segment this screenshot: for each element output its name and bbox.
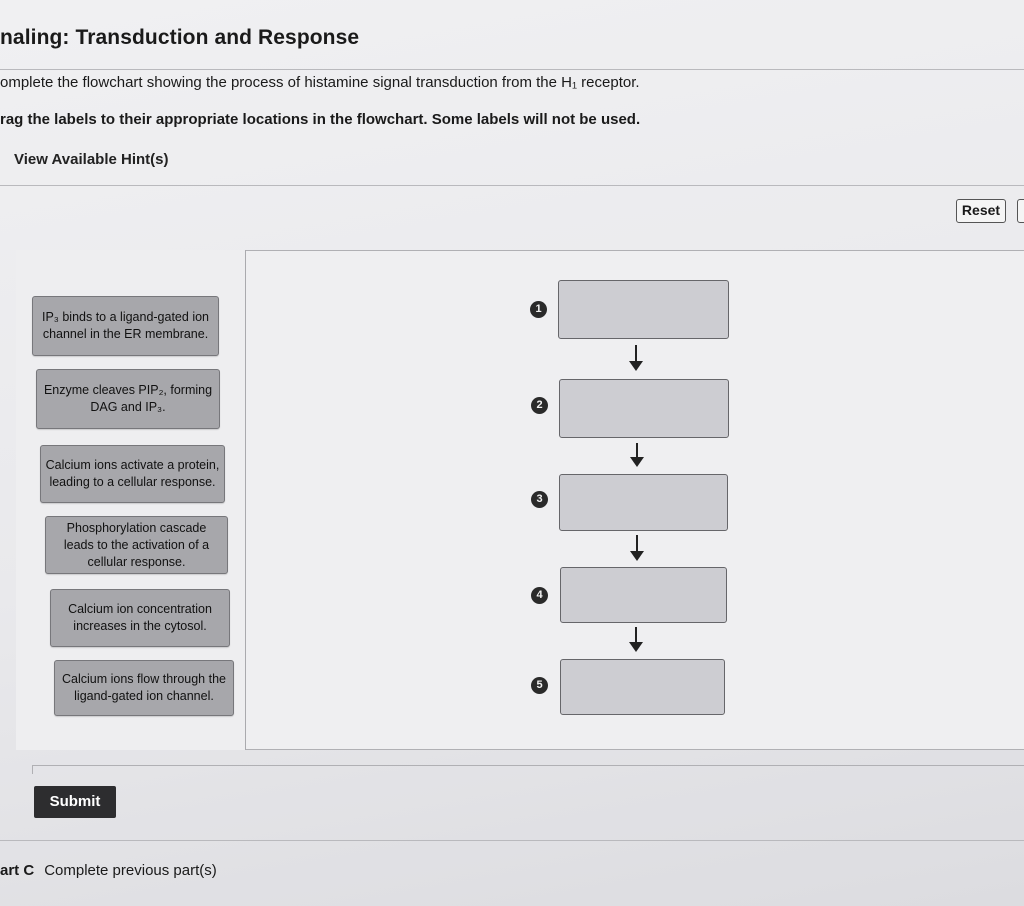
step-number-1: 1: [530, 301, 547, 318]
step-number-2: 2: [531, 397, 548, 414]
drag-label-text: Calcium ion concentration increases in the cytosol.: [68, 602, 212, 633]
drag-label[interactable]: [32, 296, 219, 356]
part-divider: [0, 840, 1024, 841]
reset-button[interactable]: Reset: [956, 199, 1006, 223]
part-c-status: Complete previous part(s): [44, 862, 217, 879]
title-divider: [0, 69, 1024, 70]
flow-arrow-icon: [636, 535, 638, 555]
drag-label-text: IP₃ binds to a ligand-gated ion channel in the ER membrane.: [41, 310, 209, 341]
drop-target-5[interactable]: [560, 659, 725, 715]
drag-label-text: Enzyme cleaves PIP₂, forming DAG and IP₃.: [43, 383, 213, 414]
step-number-4: 4: [531, 587, 548, 604]
drag-label-text: Calcium ions activate a protein, leading to a cellular response.: [45, 458, 220, 489]
panel-bottom-edge: [32, 765, 1024, 774]
help-button[interactable]: [1017, 199, 1024, 223]
step-number-5: 5: [531, 677, 548, 694]
drag-label-text: Phosphorylation cascade leads to the activation of a cellular response.: [63, 520, 210, 569]
drop-target-2[interactable]: [559, 379, 729, 438]
drag-label[interactable]: [45, 516, 228, 574]
drag-label[interactable]: [54, 660, 234, 716]
drag-label-text: Calcium ions flow through the ligand-gated ion channel.: [62, 672, 226, 703]
drag-label[interactable]: [36, 369, 220, 429]
drag-label[interactable]: [40, 445, 225, 503]
flow-arrow-icon: [635, 345, 637, 365]
drag-instruction-text: rag the labels to their appropriate locations in the flowchart. Some labels will not be used.: [0, 111, 641, 128]
drop-target-4[interactable]: [560, 567, 727, 623]
page-title: naling: Transduction and Response: [0, 26, 360, 49]
drop-target-3[interactable]: [559, 474, 728, 531]
flow-arrow-icon: [635, 627, 637, 646]
view-hints-link[interactable]: View Available Hint(s): [14, 151, 169, 168]
submit-button[interactable]: Submit: [34, 786, 116, 818]
hint-divider: [0, 185, 1024, 186]
part-c-label: art C: [0, 862, 35, 879]
next-part-row: [0, 862, 217, 879]
drag-label[interactable]: [50, 589, 230, 647]
instruction-text: omplete the flowchart showing the process of histamine signal transduction from the H₁ receptor.: [0, 74, 640, 91]
drop-target-1[interactable]: [558, 280, 729, 339]
step-number-3: 3: [531, 491, 548, 508]
flow-arrow-icon: [636, 443, 638, 461]
